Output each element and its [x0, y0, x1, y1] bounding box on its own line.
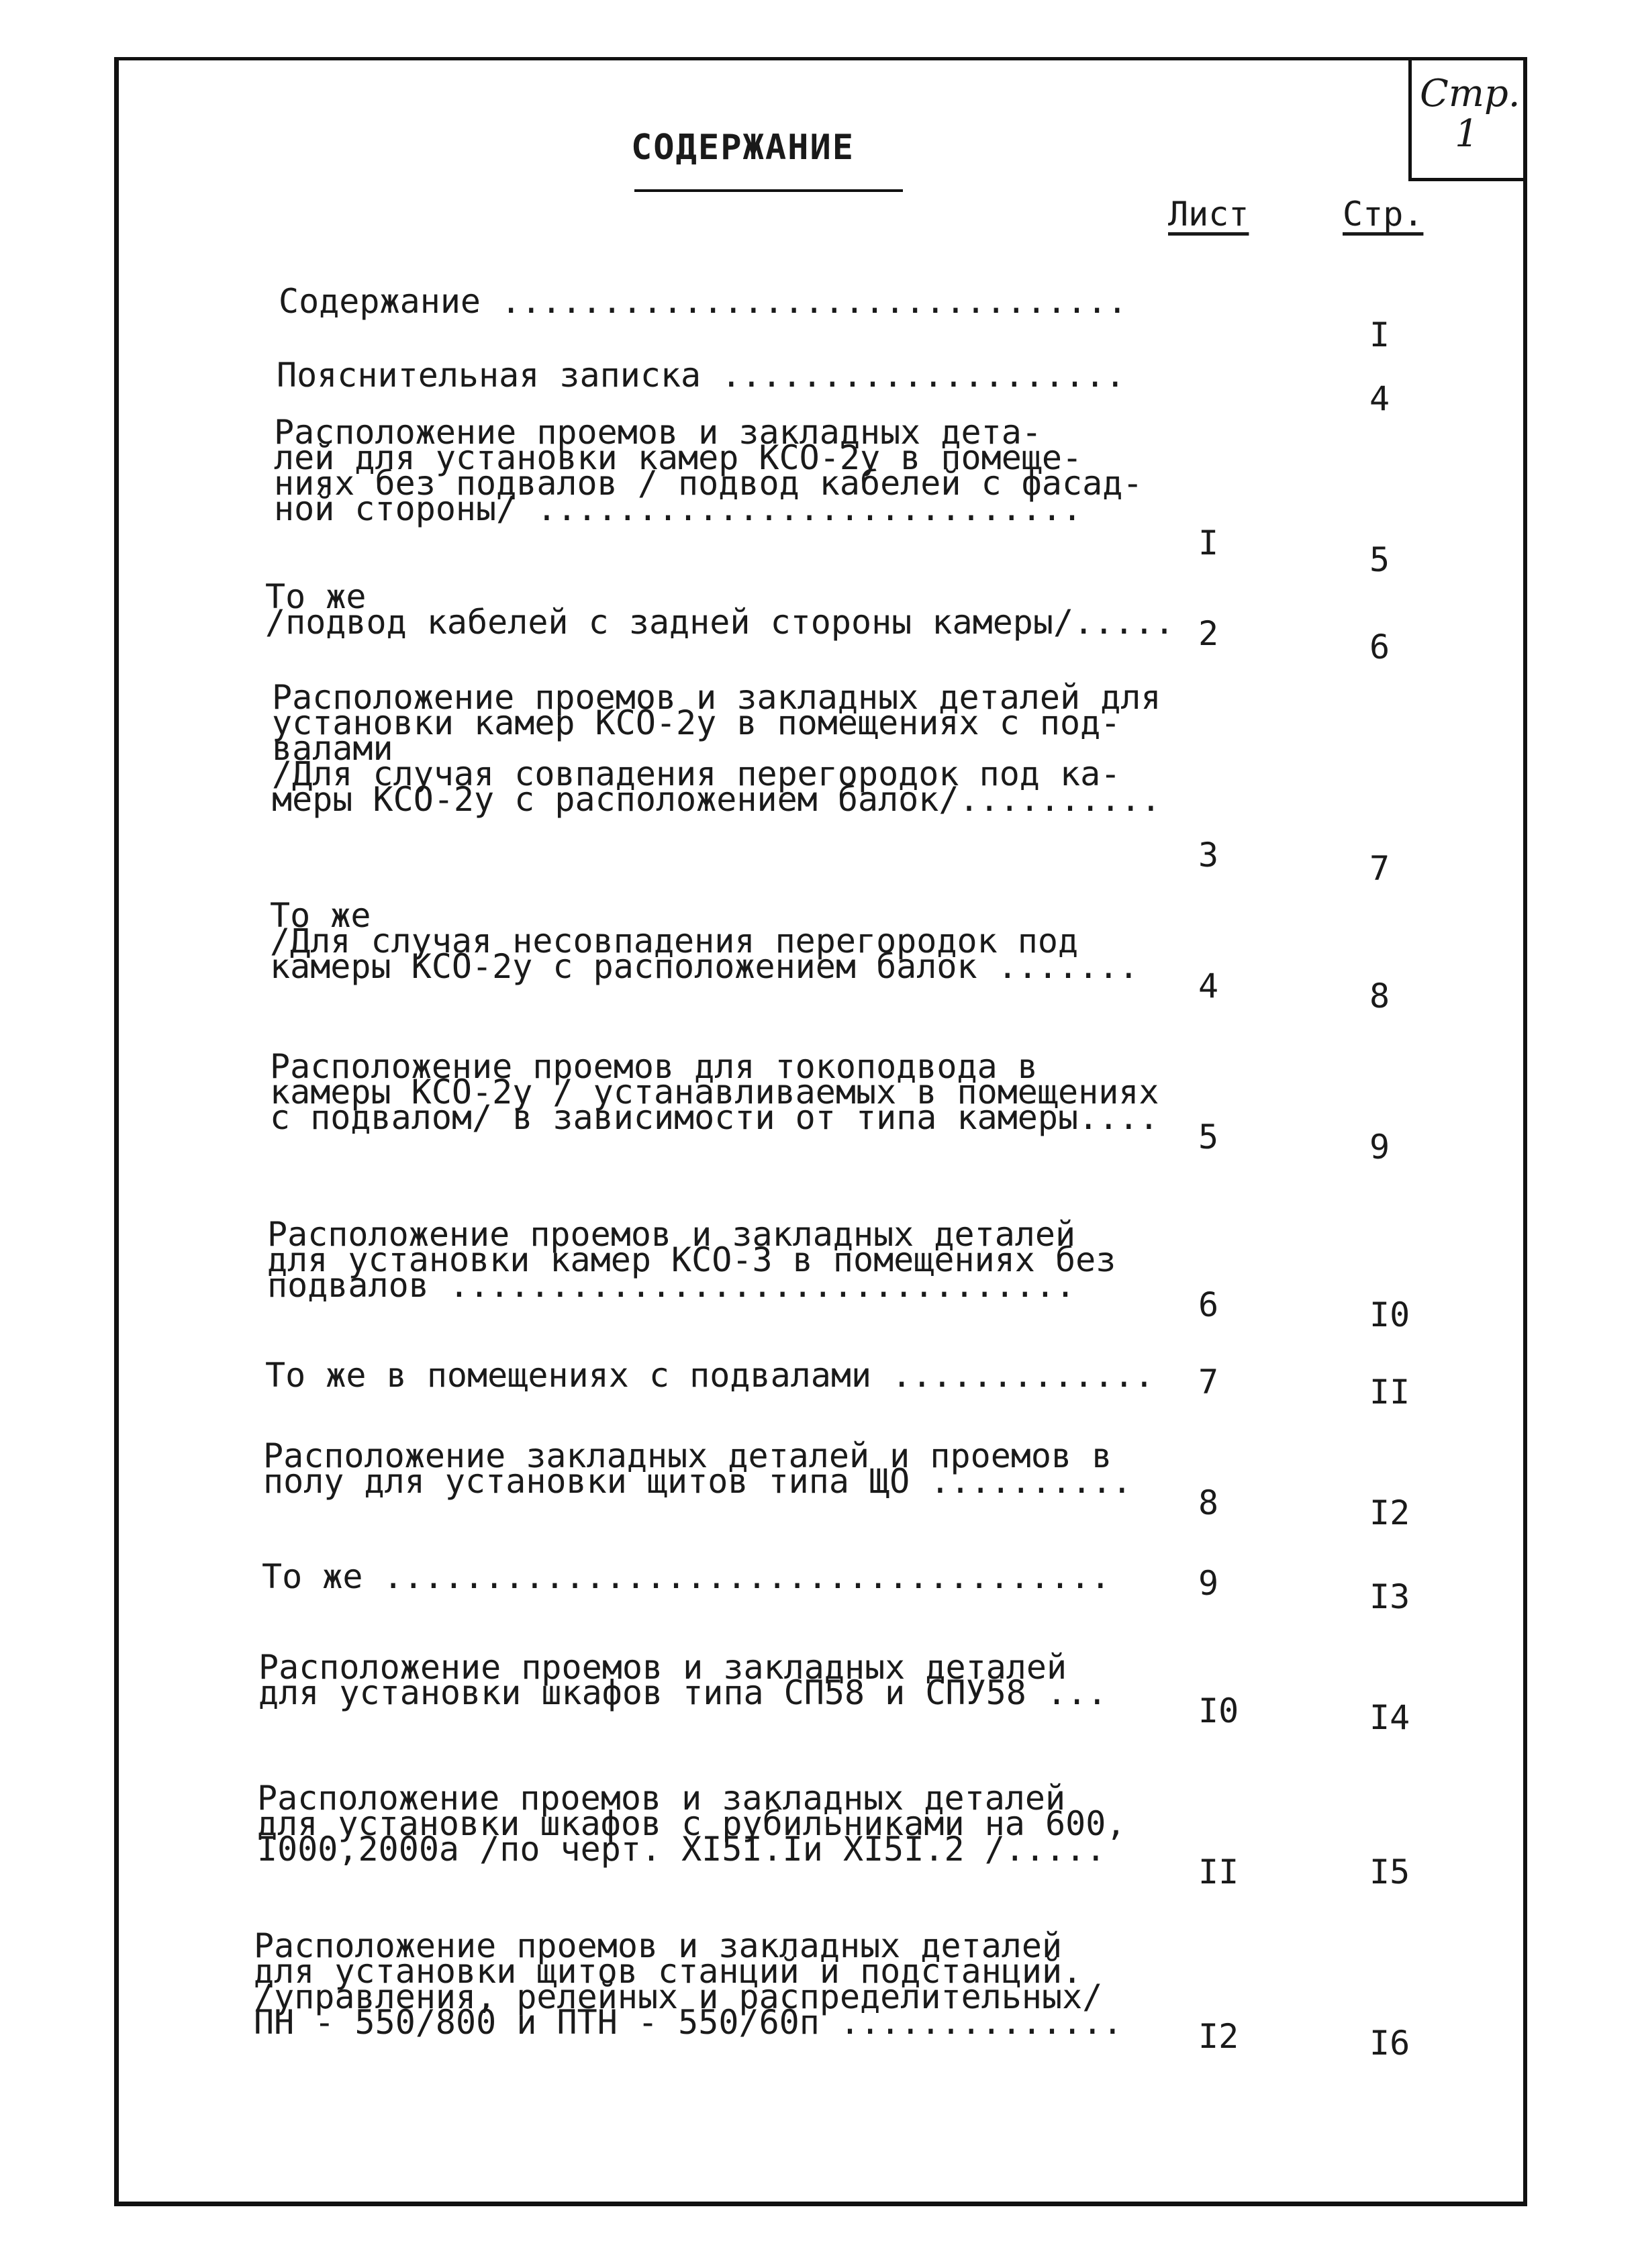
column-header-page: Стр. — [1343, 195, 1424, 234]
entry-sheet: 7 — [1198, 1363, 1219, 1401]
entry-sheet: 8 — [1198, 1483, 1219, 1522]
entry-page: 9 — [1369, 1128, 1390, 1167]
entry-sheet: 3 — [1198, 836, 1219, 875]
entry-text: Расположение проемов и закладных дета- лей для установки камер КСО-2у в помеще- ниях без подвалов / подвод кабелей с фасад- ной стороны/ ........................... — [274, 413, 1143, 528]
entry-sheet: 6 — [1198, 1285, 1219, 1324]
entry-sheet: 2 — [1198, 614, 1219, 653]
entry-sheet: I0 — [1198, 1691, 1239, 1730]
entry-text: Расположение проемов и закладных деталей для установки камер КСО-3 в помещениях без подвалов ............................... — [267, 1215, 1116, 1305]
entry-text: Пояснительная записка .................... — [277, 356, 1126, 395]
page-title: СОДЕРЖАНИЕ — [631, 128, 855, 168]
entry-text: Расположение закладных деталей и проемов в полу для установки щитов типа ЩО .......... — [263, 1436, 1132, 1501]
entry-sheet: 5 — [1198, 1118, 1219, 1156]
entry-page: 5 — [1369, 540, 1390, 579]
entry-text: Расположение проемов и закладных деталей для установки щитов станций и подстанций. /управления, релейных и распределительных/ ПН - 550/800 и ПТН - 550/60п .............. — [254, 1926, 1123, 2042]
entry-page: I4 — [1369, 1698, 1410, 1737]
entry-sheet: 9 — [1198, 1564, 1219, 1603]
entry-text: То же в помещениях с подвалами ............. — [265, 1356, 1155, 1395]
entry-text: То же /Для случая несовпадения перегородок под камеры КСО-2у с расположением балок ....... — [270, 896, 1139, 986]
entry-sheet: I — [1198, 524, 1219, 562]
title-underline — [634, 189, 903, 192]
entry-text: Расположение проемов и закладных деталей для установки шкафов типа СП58 и СПУ58 ... — [258, 1648, 1108, 1712]
entry-text: То же .................................... — [262, 1557, 1111, 1596]
entry-page: I3 — [1369, 1577, 1410, 1616]
column-header-sheet: Лист — [1168, 195, 1249, 234]
entry-text: Расположение проемов и закладных деталей для установки камер КСО-2у в помещениях с под- валами /Для случая совпадения перегородок под ка- меры КСО-2у с расположением балок/.......... — [272, 678, 1161, 819]
entry-page: 7 — [1369, 849, 1390, 888]
entry-text: Расположение проемов и закладных деталей для установки шкафов с рубильниками на 600, I000,2000а /по черт. XI5I.Iи XI5I.2 /..... — [257, 1779, 1126, 1869]
entry-sheet: 4 — [1198, 967, 1219, 1005]
entry-text: Содержание ............................... — [279, 282, 1128, 321]
entry-page: I6 — [1369, 2024, 1410, 2063]
stamp-number: 1 — [1455, 112, 1479, 156]
stamp-label: Стр. — [1420, 72, 1520, 115]
entry-page: I — [1369, 315, 1390, 354]
entry-page: 8 — [1369, 977, 1390, 1016]
entry-page: 4 — [1369, 379, 1390, 418]
entry-page: I2 — [1369, 1493, 1410, 1532]
entry-page: I0 — [1369, 1295, 1410, 1334]
entry-sheet: I2 — [1198, 2017, 1239, 2056]
stamp-text — [1420, 72, 1520, 156]
entry-text: Расположение проемов для токоподвода в камеры КСО-2у / устанавливаемых в помещениях с подвалом/ в зависимости от типа камеры.... — [270, 1047, 1159, 1137]
entry-text: То же /подвод кабелей с задней стороны камеры/..... — [265, 577, 1175, 642]
entry-sheet: II — [1198, 1853, 1239, 1891]
entry-page: 6 — [1369, 628, 1390, 667]
entry-page: I5 — [1369, 1853, 1410, 1891]
entry-page: II — [1369, 1373, 1410, 1412]
